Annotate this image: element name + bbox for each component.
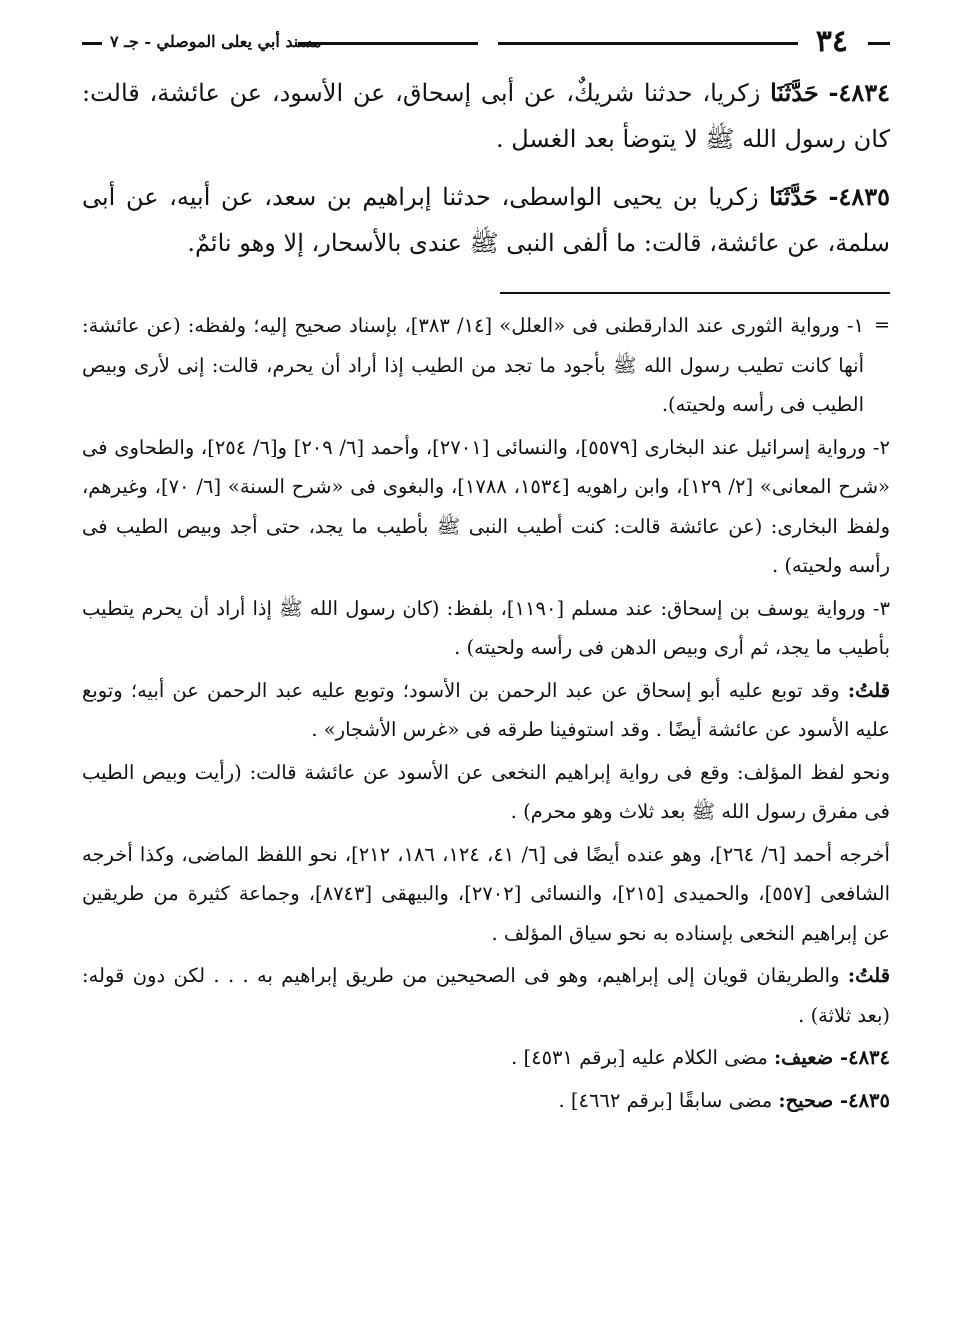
note-keyword: قلتُ: (847, 678, 891, 702)
note-text: ١- ورواية الثورى عند الدارقطنى فى «العلل» [١٤/ ٣٨٣]، بإسناد صحيح إليه؛ ولفظه: (عن عائشة: أنها كانت تطيب رسول الله ﷺ بأجود ما تجد من الطيب إذا أراد أن يحرم، قالت: إنى لأرى وبيص الطيب فى رأسه ولحيته). (82, 314, 865, 416)
note-1 (82, 306, 890, 425)
note-3 (82, 589, 890, 668)
note-6 (82, 835, 890, 954)
running-header (82, 22, 890, 62)
hadith-number: ٤٨٣٥- (828, 182, 890, 211)
hadith-text (82, 70, 890, 266)
note-text: ونحو لفظ المؤلف: وقع فى رواية إبراهيم النخعى عن الأسود عن عائشة قالت: (رأيت وبيص الطيب فى مفرق رسول الله ﷺ بعد ثلاث وهو محرم) . (82, 760, 890, 823)
footnote-separator (500, 292, 890, 294)
note-2 (82, 428, 890, 586)
page (82, 22, 890, 1120)
continuation-mark: = (874, 314, 890, 336)
grading-4835 (82, 1081, 890, 1121)
note-text: ٢- ورواية إسرائيل عند البخارى [٥٥٧٩]، والنسائى [٢٧٠١]، وأحمد [٦/ ٢٠٩] و[٦/ ٢٥٤]، والطحاوى فى «شرح المعانى» [٢/ ١٢٩]، وابن راهويه [١٥٣٤، ١٧٨٨]، والبغوى فى «شرح السنة» [٦/ ٧٠]، وغيرهم، ولفظ البخارى: (عن عائشة قالت: كنت أطيب النبى ﷺ بأطيب ما يجد، حتى أجد وبيص الطيب فى رأسه ولحيته) . (82, 435, 891, 577)
header-title: مسند أبي يعلى الموصلي - جـ ٧ (110, 32, 322, 51)
note-text: ٣- ورواية يوسف بن إسحاق: عند مسلم [١١٩٠]، بلفظ: (كان رسول الله ﷺ إذا أراد أن يحرم يتطيب بأطيب ما يجد، ثم أرى وبيص الدهن فى رأسه ولحيته) . (82, 596, 890, 659)
page-number: ٣٤ (815, 24, 848, 59)
note-text: وقد توبع عليه أبو إسحاق عن عبد الرحمن بن الأسود؛ وتوبع عليه عبد الرحمن عن أبيه؛ وتوبع عليه الأسود عن عائشة أيضًا . وقد استوفينا طرقه فى «غرس الأشجار» . (82, 678, 890, 741)
hadith-body: زكريا بن يحيى الواسطى، حدثنا إبراهيم بن سعد، عن أبيه، عن أبى سلمة، عن عائشة، قالت: ما ألفى النبى ﷺ عندى بالأسحار، إلا وهو نائمٌ. (82, 183, 890, 257)
note-5 (82, 753, 890, 832)
hadith-body: زكريا، حدثنا شريكٌ، عن أبى إسحاق، عن الأسود، عن عائشة، قالت: كان رسول الله ﷺ لا يتوضأ بعد الغسل . (82, 79, 890, 153)
header-rule-left (298, 42, 478, 45)
note-comment-2 (82, 956, 890, 1035)
hadith-keyword: حَدَّثَنَا (770, 78, 819, 107)
hadith-4834 (82, 70, 890, 162)
note-text: والطريقان قويان إلى إبراهيم، وهو فى الصحيحين من طريق إبراهيم به . . . لكن دون قوله: (بعد ثلاثة) . (82, 964, 890, 1027)
hadith-number: ٤٨٣٤- (828, 78, 890, 107)
grading-keyword: ٤٨٣٥- صحيح: (778, 1088, 890, 1112)
note-text: أخرجه أحمد [٦/ ٢٦٤]، وهو عنده أيضًا فى [٦/ ٤١، ١٢٤، ١٨٦، ٢١٢]، نحو اللفظ الماضى، وكذا أخرجه الشافعى [٥٥٧]، والحميدى [٢١٥]، والنسائى [٢٧٠٢]، والبيهقى [٨٧٤٣]، وجماعة كثيرة من طريقين عن إبراهيم النخعى بإسناده به نحو سياق المؤلف . (82, 842, 890, 945)
header-rule-right (868, 42, 890, 45)
header-rule-middle (498, 42, 798, 45)
hadith-keyword: حَدَّثَنَا (769, 182, 818, 211)
grading-text: مضى سابقًا [برقم ٤٦٦٢] . (558, 1088, 773, 1112)
grading-text: مضى الكلام عليه [برقم ٤٥٣١] . (511, 1046, 768, 1069)
header-rule-edge (82, 42, 102, 45)
grading-keyword: ٤٨٣٤- ضعيف: (773, 1046, 890, 1069)
hadith-4835 (82, 174, 890, 266)
note-comment-1 (82, 671, 890, 750)
grading-4834 (82, 1038, 890, 1078)
note-keyword: قلتُ: (847, 964, 891, 987)
footnotes (82, 306, 890, 1120)
